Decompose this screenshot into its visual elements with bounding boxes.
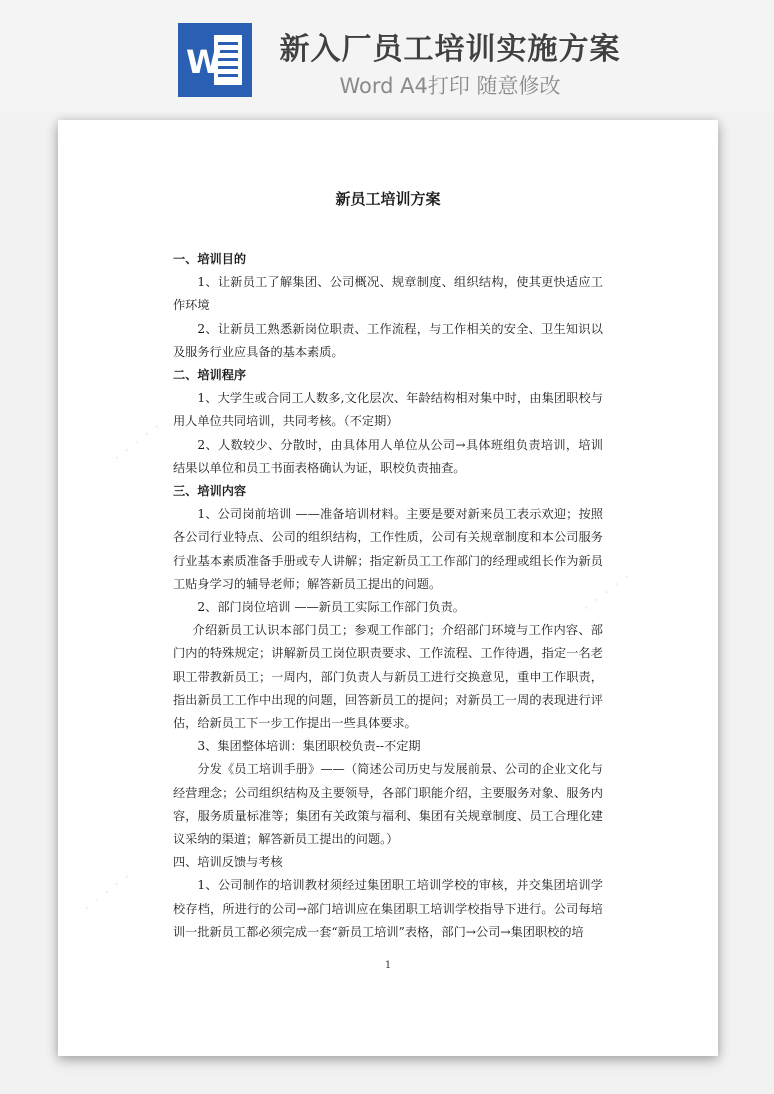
body-paragraph: 1、让新员工了解集团、公司概况、规章制度、组织结构，使其更快适应工作环境	[173, 275, 603, 313]
header-banner	[0, 0, 774, 112]
section-heading: 四、培训反馈与考核	[173, 855, 283, 870]
banner-subtitle: Word A4打印 随意修改	[339, 74, 561, 98]
body-paragraph: 2、人数较少、分散时，由具体用人单位从公司→具体班组负责培训，培训结果以单位和员工书面表格确认为证，职校负责抽查。	[173, 437, 603, 475]
document-body	[173, 248, 603, 944]
watermark: · · · · ·	[576, 564, 637, 620]
body-paragraph: 2、部门岗位培训 ——新员工实际工作部门负责。	[197, 600, 465, 615]
watermark: · · · · ·	[106, 414, 167, 470]
document-title: 新员工培训方案	[335, 190, 441, 208]
body-paragraph: 1、公司岗前培训 ——准备培训材料。主要是要对新来员工表示欢迎；按照各公司行业特点、公司的组织结构，工作性质，公司有关规章制度和本公司服务行业基本素质准备手册或专人讲解；指定新员工工作部门的经理或组长作为新员工贴身学习的辅导老师；解答新员工提出的问题。	[173, 507, 603, 591]
section-heading: 二、培训程序	[173, 368, 247, 383]
watermark: · · · · ·	[76, 864, 137, 920]
body-paragraph: 分发《员工培训手册》——（简述公司历史与发展前景、公司的企业文化与经营理念；公司组织结构及主要领导，各部门职能介绍，主要服务对象、服务内容，服务质量标准等；集团有关政策与福利、集团有关规章制度、员工合理化建议采纳的渠道；解答新员工提出的问题。）	[173, 762, 603, 847]
body-paragraph: 1、公司制作的培训教材须经过集团职工培训学校的审核，并交集团培训学校存档，所进行的公司→部门培训应在集团职工培训学校指导下进行。公司每培训一批新员工都必须完成一套“新员工培训”表格，部门→公司→集团职校的培	[173, 878, 603, 939]
body-paragraph: 介绍新员工认识本部门员工；参观工作部门；介绍部门环境与工作内容、部门内的特殊规定；讲解新员工岗位职责要求、工作流程、工作待遇，指定一名老职工带教新员工；一周内，部门负责人与新员工进行交换意见，重申工作职责，指出新员工工作中出现的问题，回答新员工的提问；对新员工一周的表现进行评估，给新员工下一步工作提出一些具体要求。	[173, 623, 603, 731]
body-paragraph: 3、集团整体培训：集团职校负责--不定期	[197, 739, 421, 754]
body-paragraph: 1、大学生或合同工人数多,文化层次、年龄结构相对集中时，由集团职校与用人单位共同培训，共同考核。（不定期）	[173, 391, 603, 429]
document-page	[58, 120, 718, 1056]
word-document-icon	[178, 23, 252, 97]
page-number: 1	[384, 960, 392, 971]
banner-title: 新入厂员工培训实施方案	[279, 32, 621, 67]
section-heading: 一、培训目的	[173, 252, 247, 266]
body-paragraph: 2、让新员工熟悉新岗位职责、工作流程，与工作相关的安全、卫生知识以及服务行业应具备的基本素质。	[173, 321, 603, 359]
section-heading: 三、培训内容	[173, 484, 247, 499]
svg-text:W: W	[186, 43, 222, 81]
